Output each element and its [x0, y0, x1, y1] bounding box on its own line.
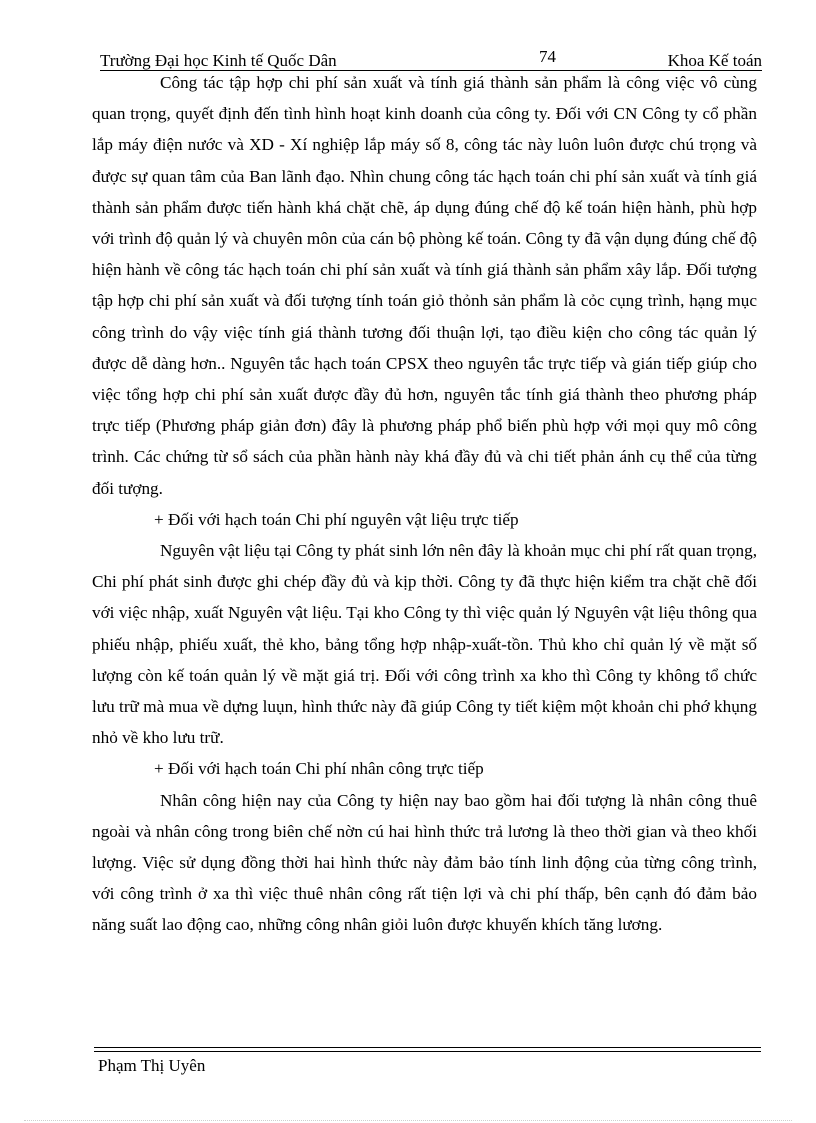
page-number: 74 [539, 47, 556, 66]
bullet-labor-cost: + Đối với hạch toán Chi phí nhân công trực tiếp [154, 759, 484, 779]
paragraph-material-cost: Nguyên vật liệu tại Công ty phát sinh lớn nên đây là khoản mục chi phí rất quan trọng, Chi phí phát sinh được ghi chép đầy đủ và kịp thời. Công ty đã thực hiện kiểm tra chặt chẽ đối với việc nhập, xuất Nguyên vật liệu. Tại kho Công ty thì việc quản lý Nguyên vật liệu thông qua phiếu nhập, phiếu xuất, thẻ kho, bảng tổng hợp nhập-xuất-tồn. Thủ kho chỉ quản lý về mặt số lượng còn kế toán quản lý về mặt giá trị. Đối với công trình xa kho thì Công ty không tổ chức lưu trữ mà mua về dựng luụn, hình thức này đã giúp Công ty tiết kiệm một khoản chi phớ khụng nhỏ về kho lưu trữ. [92, 541, 757, 748]
bullet-material-cost: + Đối với hạch toán Chi phí nguyên vật liệu trực tiếp [154, 509, 519, 529]
header-department: Khoa Kế toán [667, 51, 762, 70]
footer-author: Phạm Thị Uyên [98, 1056, 206, 1075]
header-school-name: Trường Đại học Kinh tế Quốc Dân [100, 51, 337, 70]
document-body [92, 67, 757, 941]
paragraph-labor-cost: Nhân công hiện nay của Công ty hiện nay bao gồm hai đối tượng là nhân công thuê ngoài và nhân công trong biên chế nờn cú hai hình thức trả lương là theo thời gian và theo khối lượng. Việc sử dụng đồng thời hai hình thức này đảm bảo tính linh động của từng công trình, với công trình ở xa thì việc thuê nhân công rất tiện lợi và chi phí thấp, bên cạnh đó đảm bảo năng suất lao động cao, những công nhân giỏi luôn được khuyến khích tăng lương. [92, 790, 757, 935]
footer-divider-thin [94, 1051, 761, 1052]
footer-divider-thick [94, 1047, 761, 1048]
paragraph-overview: Công tác tập hợp chi phí sản xuất và tính giá thành sản phẩm là công việc vô cùng quan trọng, quyết định đến tình hình hoạt kinh doanh của công ty. Đối với CN Công ty cổ phần lắp máy điện nước và XD - Xí nghiệp lắp máy số 8, công tác này luôn luôn được chú trọng và được sự quan tâm của Ban lãnh đạo. Nhìn chung công tác hạch toán chi phí sản xuất và tính giá thành sản phẩm được tiến hành khá chặt chẽ, áp dụng đúng chế độ kế toán hiện hành, phù hợp với trình độ quản lý và chuyên môn của cán bộ phòng kế toán. Công ty đã vận dụng đúng chế độ hiện hành về công tác hạch toán chi phí sản xuất và tính giá thành sản phẩm xây lắp. Đối tượng tập hợp chi phí sản xuất và đối tượng tính toán giỏ thỏnh sản phẩm là cỏc cụng trình, hạng mục công trình do vậy việc tính giá thành tương đối thuận lợi, tạo điều kiện cho công tác quản lý được dễ dàng hơn.. Nguyên tắc hạch toán CPSX theo nguyên tắc trực tiếp và gián tiếp giúp cho việc tổng hợp chi phí sản xuất được đầy đủ hơn, nguyên tắc tính giá thành theo phương pháp trực tiếp (Phương pháp giản đơn) đây là phương pháp phổ biến phù hợp với mọi quy mô công trình. Các chứng từ sổ sách của phần hành này khá đầy đủ và chi tiết phản ánh cụ thể của từng đối tượng. [92, 73, 757, 498]
page-bottom-edge [24, 1120, 792, 1121]
